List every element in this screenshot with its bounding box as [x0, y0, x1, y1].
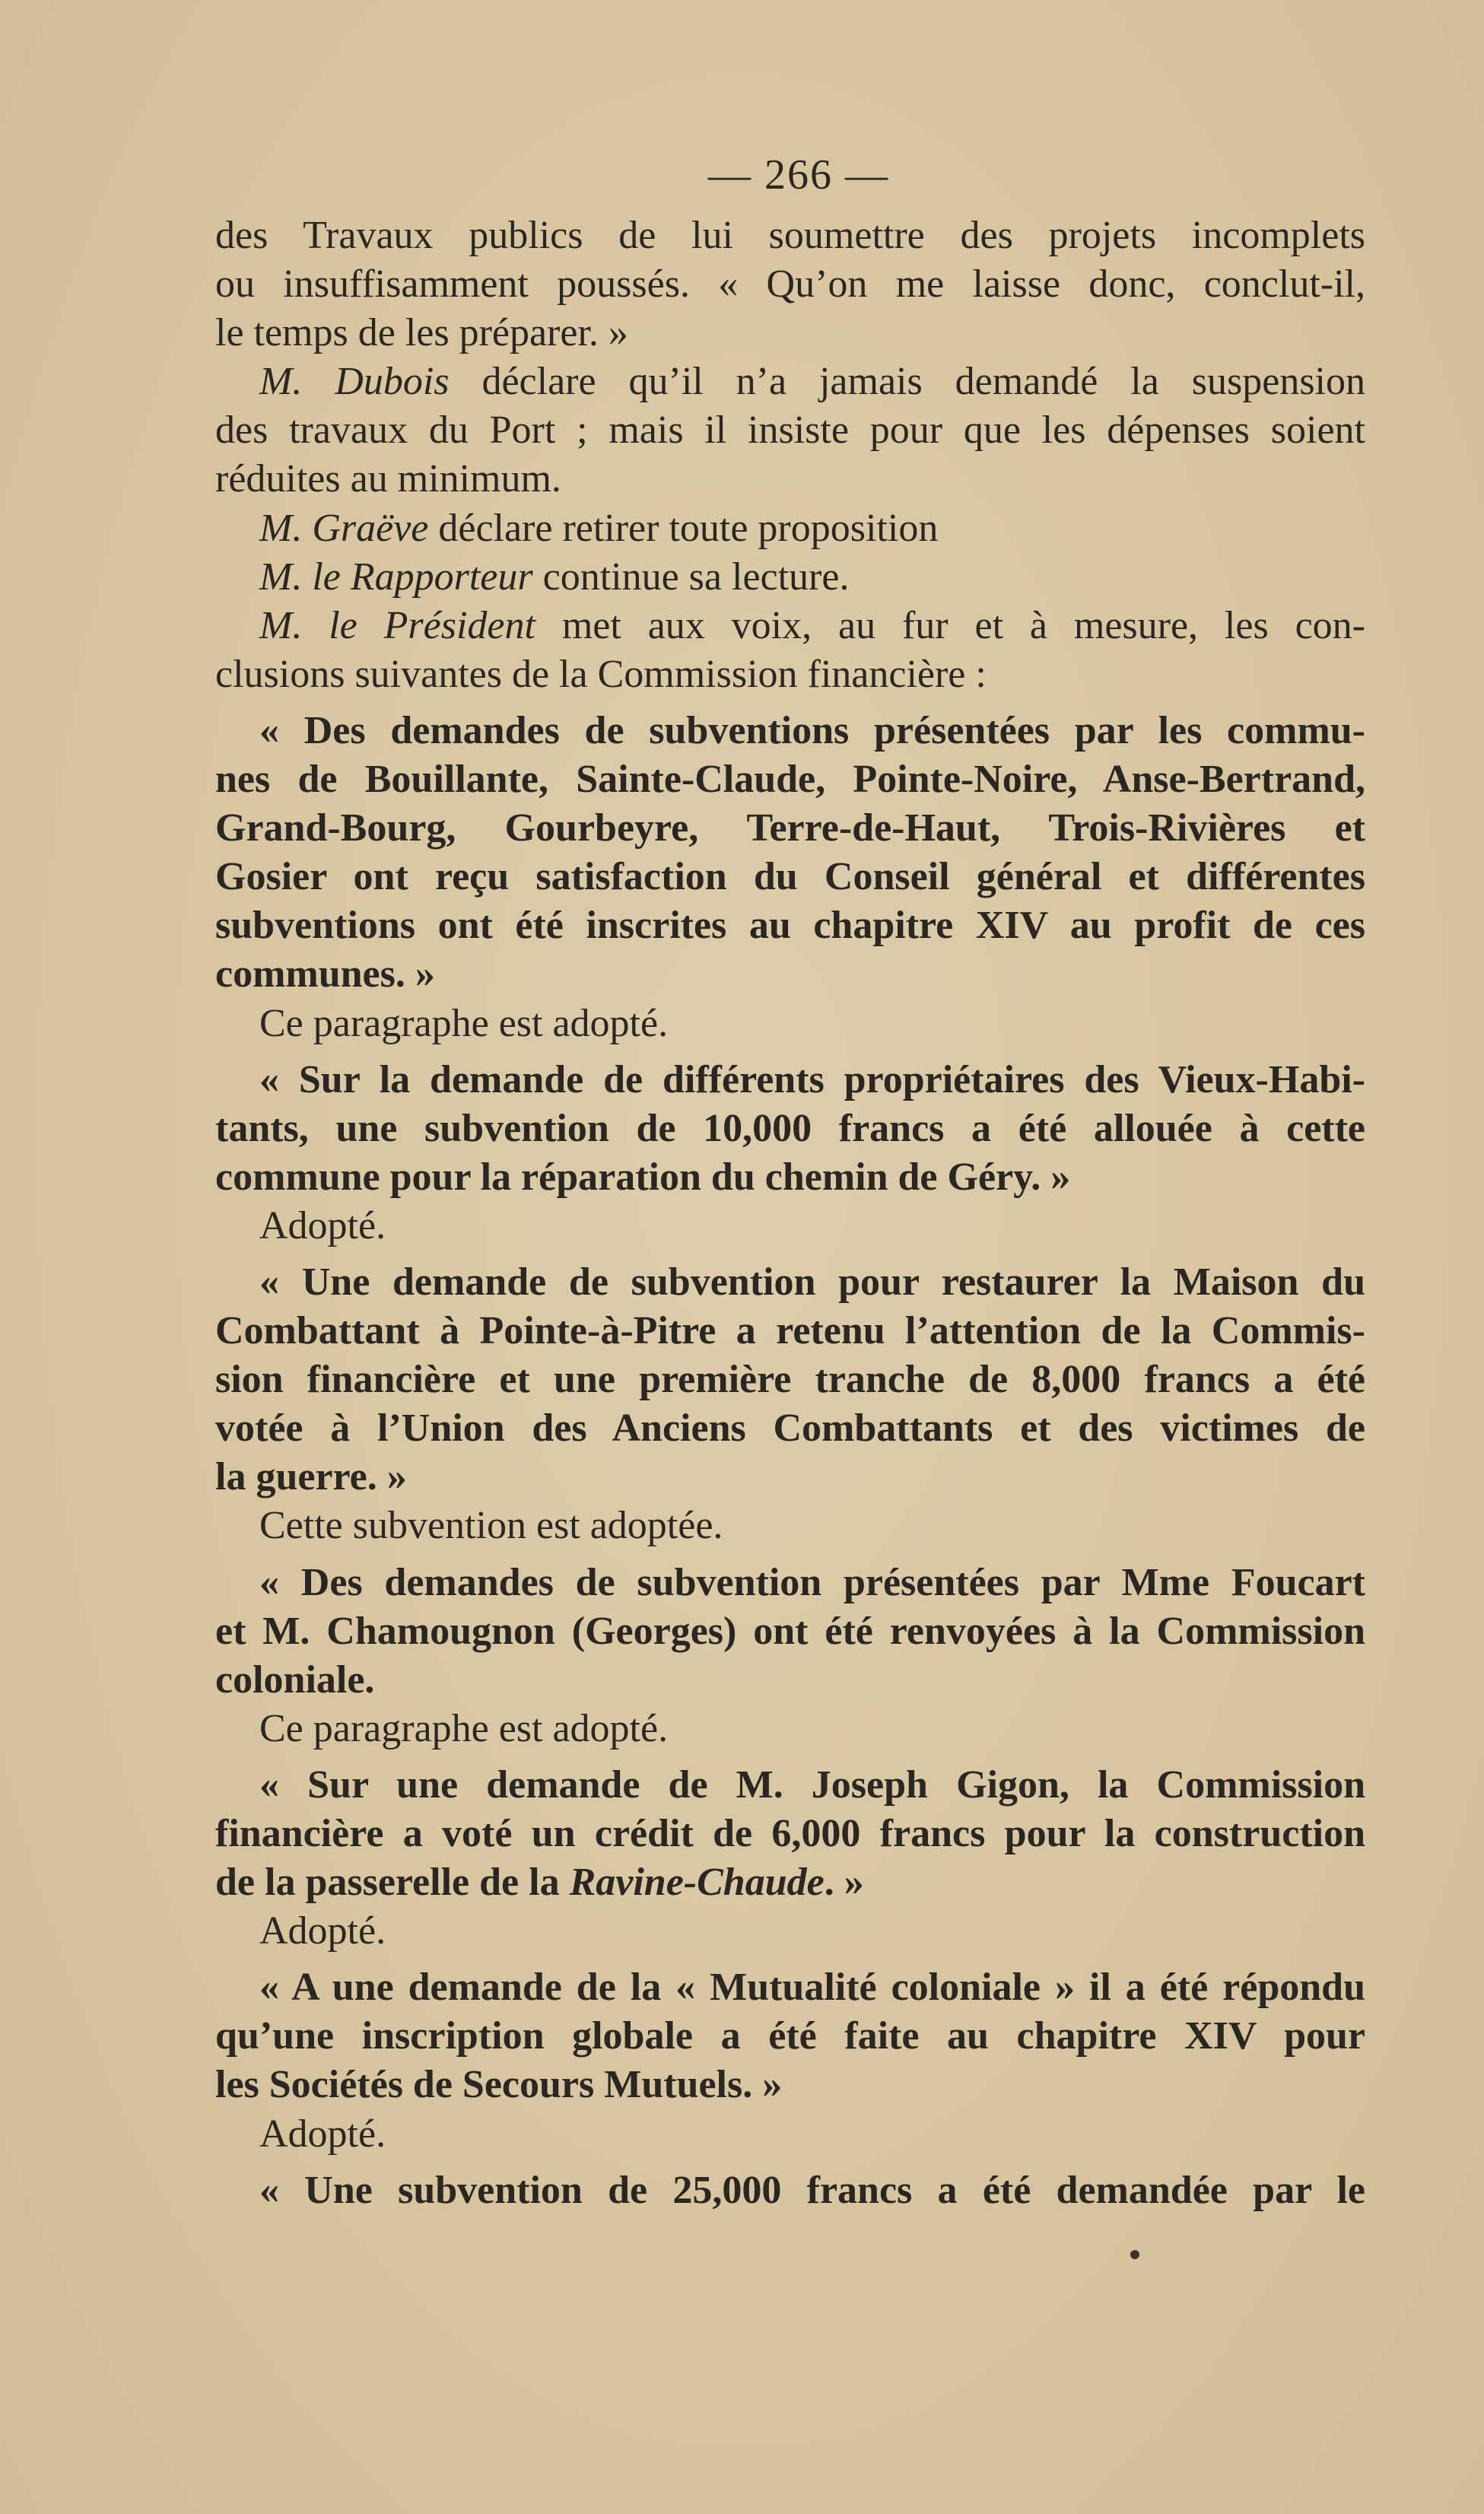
- text-line-l22: « Une demande de subvention pour restaurer la Maison du: [259, 1260, 1365, 1304]
- text-line-l7: M. Graëve déclare retirer toute proposition: [259, 506, 939, 550]
- paragraph-gap: [215, 1956, 1365, 1963]
- text-line-l11: « Des demandes de subventions présentées par les commu-: [259, 708, 1365, 752]
- text-line-l33: financière a voté un crédit de 6,000 francs pour la construction: [215, 1812, 1365, 1855]
- text-line-l10: clusions suivantes de la Commission financière :: [215, 652, 987, 696]
- paragraph-gap: [215, 1551, 1365, 1559]
- text-line-l20: commune pour la réparation du chemin de Géry. »: [215, 1155, 1071, 1199]
- text-line-l15: subventions ont été inscrites au chapitre XIV au profit de ces: [215, 904, 1365, 948]
- paragraph-gap: [215, 1251, 1365, 1258]
- text-line-l38: les Sociétés de Secours Mutuels. »: [215, 2063, 783, 2107]
- text-line-l6: réduites au minimum.: [215, 457, 561, 501]
- text-line-l40: « Une subvention de 25,000 francs a été demandée par le: [259, 2168, 1365, 2212]
- text-line-l2: ou insuffisamment poussés. « Qu’on me laisse donc, conclut-il,: [215, 262, 1365, 307]
- text-line-l24: sion financière et une première tranche de 8,000 francs a été: [215, 1358, 1365, 1402]
- body-text: [215, 211, 1365, 2215]
- paragraph-gap: [215, 2159, 1365, 2166]
- text-line-l9: M. le Président met aux voix, au fur et à mesure, les con-: [259, 603, 1365, 647]
- text-line-l34: de la passerelle de la Ravine-Chaude. »: [215, 1861, 864, 1905]
- text-line-l35: Adopté.: [259, 1909, 386, 1953]
- text-line-l3: le temps de les préparer. »: [215, 311, 628, 355]
- paragraph-gap: [215, 1048, 1365, 1056]
- text-line-l31: Ce paragraphe est adopté.: [259, 1706, 669, 1750]
- text-line-l17: Ce paragraphe est adopté.: [259, 1001, 669, 1045]
- text-line-l29: et M. Chamougnon (Georges) ont été renvoyées à la Commission: [215, 1609, 1365, 1653]
- text-line-l28: « Des demandes de subvention présentées par Mme Foucart: [259, 1560, 1365, 1604]
- text-line-l16: communes. »: [215, 952, 435, 996]
- text-line-l14: Gosier ont reçu satisfaction du Conseil général et différentes: [215, 855, 1365, 899]
- text-line-l23: Combattant à Pointe-à-Pitre a retenu l’attention de la Commis-: [215, 1309, 1365, 1353]
- text-line-l5: des travaux du Port ; mais il insiste pour que les dépenses soient: [215, 408, 1365, 453]
- text-line-l21: Adopté.: [259, 1203, 386, 1247]
- text-line-l37: qu’une inscription globale a été faite au chapitre XIV pour: [215, 2014, 1365, 2058]
- text-line-l30: coloniale.: [215, 1657, 375, 1702]
- paragraph-gap: [215, 1753, 1365, 1761]
- paragraph-gap: [215, 699, 1365, 707]
- text-line-l13: Grand-Bourg, Gourbeyre, Terre-de-Haut, Trois-Rivières et: [215, 806, 1365, 850]
- page-number: — 266 —: [708, 151, 889, 199]
- text-line-l26: la guerre. »: [215, 1455, 407, 1499]
- text-line-l36: « A une demande de la « Mutualité coloniale » il a été répondu: [259, 1966, 1365, 2010]
- ink-speck: [1130, 2250, 1139, 2259]
- text-line-l12: nes de Bouillante, Sainte-Claude, Pointe-Noire, Anse-Bertrand,: [215, 758, 1365, 802]
- text-line-l27: Cette subvention est adoptée.: [259, 1504, 723, 1548]
- text-line-l1: des Travaux publics de lui soumettre des projets incomplets: [215, 214, 1365, 257]
- text-line-l8: M. le Rapporteur continue sa lecture.: [259, 555, 850, 599]
- text-line-l25: votée à l’Union des Anciens Combattants et des victimes de: [215, 1406, 1365, 1451]
- text-line-l4: M. Dubois déclare qu’il n’a jamais demandé la suspension: [259, 360, 1365, 404]
- text-line-l18: « Sur la demande de différents propriétaires des Vieux-Habi-: [259, 1057, 1365, 1101]
- text-line-l19: tants, une subvention de 10,000 francs a été allouée à cette: [215, 1106, 1365, 1150]
- text-line-l39: Adopté.: [259, 2112, 386, 2156]
- text-line-l32: « Sur une demande de M. Joseph Gigon, la Commission: [259, 1762, 1365, 1807]
